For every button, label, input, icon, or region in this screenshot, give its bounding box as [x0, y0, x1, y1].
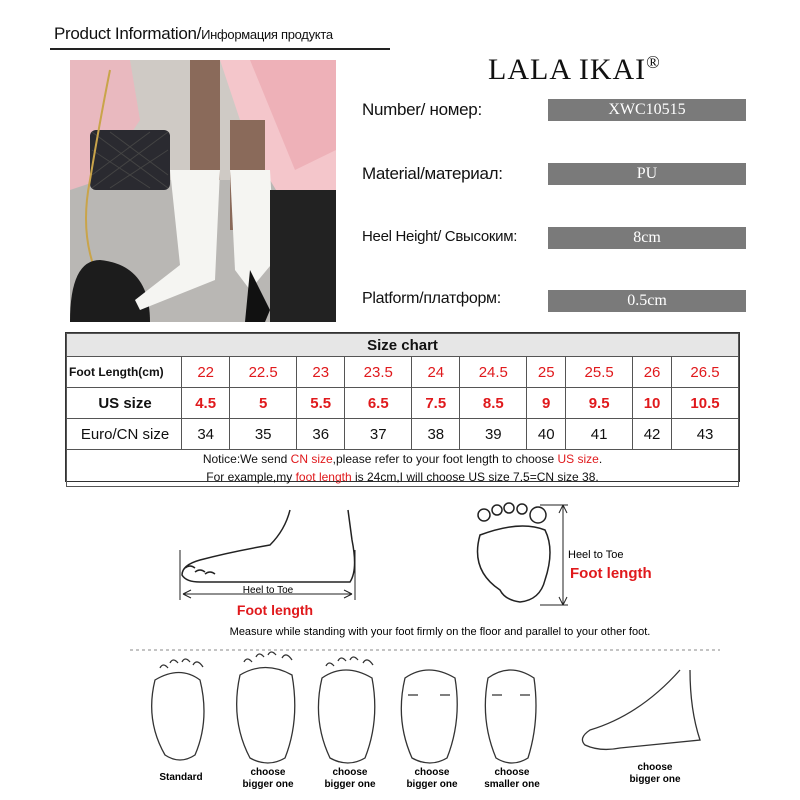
top-foot-illustration [478, 503, 569, 605]
foot-type-label-6b: bigger one [629, 774, 681, 785]
notice-text: . [598, 452, 603, 466]
notice-text: is 24cm,I will choose US size 7.5=CN size 38. [351, 470, 599, 484]
notice-text: For example,my [206, 470, 296, 484]
foot-high-arch-icon [401, 670, 457, 763]
table-cell: 22.5 [230, 357, 297, 388]
foot-type-label-4b: bigger one [406, 779, 458, 790]
side-foot-length-label: Foot length [236, 602, 314, 618]
table-cell: 25.5 [566, 357, 633, 388]
notice-highlight: US size [557, 452, 599, 466]
table-cell: 9 [527, 388, 566, 419]
row-header: US size [67, 388, 182, 419]
foot-type-label-6a: choose [637, 762, 673, 773]
spec-label-heel-height: Heel Height/ Свысоким: [362, 228, 518, 245]
spec-label-platform: Platform/платформ: [362, 290, 501, 307]
table-cell: 41 [566, 419, 633, 450]
table-cell: 23 [297, 357, 345, 388]
table-cell: 34 [182, 419, 230, 450]
header-underline [50, 48, 390, 50]
size-notice-line-1 [67, 450, 739, 469]
foot-narrow-icon [485, 670, 536, 763]
foot-type-label-1: Standard [159, 772, 203, 783]
table-cell: 36 [297, 419, 345, 450]
top-heel-to-toe-label: Heel to Toe [568, 549, 624, 561]
foot-wide-toe-icon [318, 670, 374, 763]
table-cell: 37 [345, 419, 412, 450]
table-cell: 42 [633, 419, 672, 450]
brand-name: LALA IKAI [488, 53, 647, 86]
registered-mark: ® [646, 52, 661, 72]
table-cell: 8.5 [460, 388, 527, 419]
table-cell: 24 [412, 357, 460, 388]
table-cell: 5 [230, 388, 297, 419]
spec-value-heel-height: 8cm [548, 227, 746, 249]
table-row-euro-cn-size [67, 419, 739, 450]
table-cell: 43 [672, 419, 739, 450]
row-header: Euro/CN size [67, 419, 182, 450]
foot-type-label-3b: bigger one [324, 779, 376, 790]
brand-logo [488, 52, 661, 87]
table-cell: 24.5 [460, 357, 527, 388]
spec-label-material: Material/материал: [362, 164, 503, 183]
table-cell: 4.5 [182, 388, 230, 419]
foot-standard-icon [152, 673, 204, 761]
size-chart [65, 332, 740, 482]
table-row-us-size [67, 388, 739, 419]
spec-label-number: Number/ номер: [362, 100, 482, 119]
foot-side-high-instep-icon [582, 670, 700, 749]
table-cell: 23.5 [345, 357, 412, 388]
top-foot-length-label: Foot length [570, 565, 652, 582]
table-cell: 39 [460, 419, 527, 450]
table-cell: 26.5 [672, 357, 739, 388]
spec-value-material: PU [548, 163, 746, 185]
table-cell: 9.5 [566, 388, 633, 419]
table-cell: 38 [412, 419, 460, 450]
notice-highlight: foot length [295, 470, 352, 484]
foot-type-label-3a: choose [332, 767, 368, 778]
foot-type-label-5a: choose [494, 767, 530, 778]
table-cell: 22 [182, 357, 230, 388]
measurement-guide [0, 490, 800, 800]
foot-types-row [152, 652, 700, 763]
spec-value-number: XWC10515 [548, 99, 746, 121]
row-header: Foot Length(cm) [67, 357, 182, 388]
title-en: Product Information/ [54, 24, 202, 43]
table-cell: 10.5 [672, 388, 739, 419]
measure-instruction: Measure while standing with your foot firmly on the floor and parallel to your other foot. [229, 626, 651, 638]
product-photo [70, 60, 336, 322]
size-chart-title: Size chart [67, 334, 739, 357]
notice-text: ,please refer to your foot length to choose [332, 452, 558, 466]
table-cell: 5.5 [297, 388, 345, 419]
table-cell: 35 [230, 419, 297, 450]
notice-text: Notice:We send [202, 452, 291, 466]
foot-type-label-2a: choose [250, 767, 286, 778]
table-cell: 10 [633, 388, 672, 419]
table-cell: 7.5 [412, 388, 460, 419]
foot-wide-icon [237, 668, 295, 764]
spec-value-platform: 0.5cm [548, 290, 746, 312]
table-cell: 6.5 [345, 388, 412, 419]
title-ru: Информация продукта [201, 27, 333, 42]
foot-type-label-4a: choose [414, 767, 450, 778]
notice-highlight: CN size [290, 452, 333, 466]
table-row-foot-length [67, 357, 739, 388]
table-cell: 25 [527, 357, 566, 388]
foot-type-label-2b: bigger one [242, 779, 294, 790]
size-notice-line-2 [67, 468, 739, 487]
page-title [54, 24, 333, 44]
table-cell: 26 [633, 357, 672, 388]
size-chart-table [66, 333, 739, 487]
side-heel-to-toe-label: Heel to Toe [242, 585, 294, 596]
foot-type-label-5b: smaller one [484, 779, 540, 790]
table-cell: 40 [527, 419, 566, 450]
